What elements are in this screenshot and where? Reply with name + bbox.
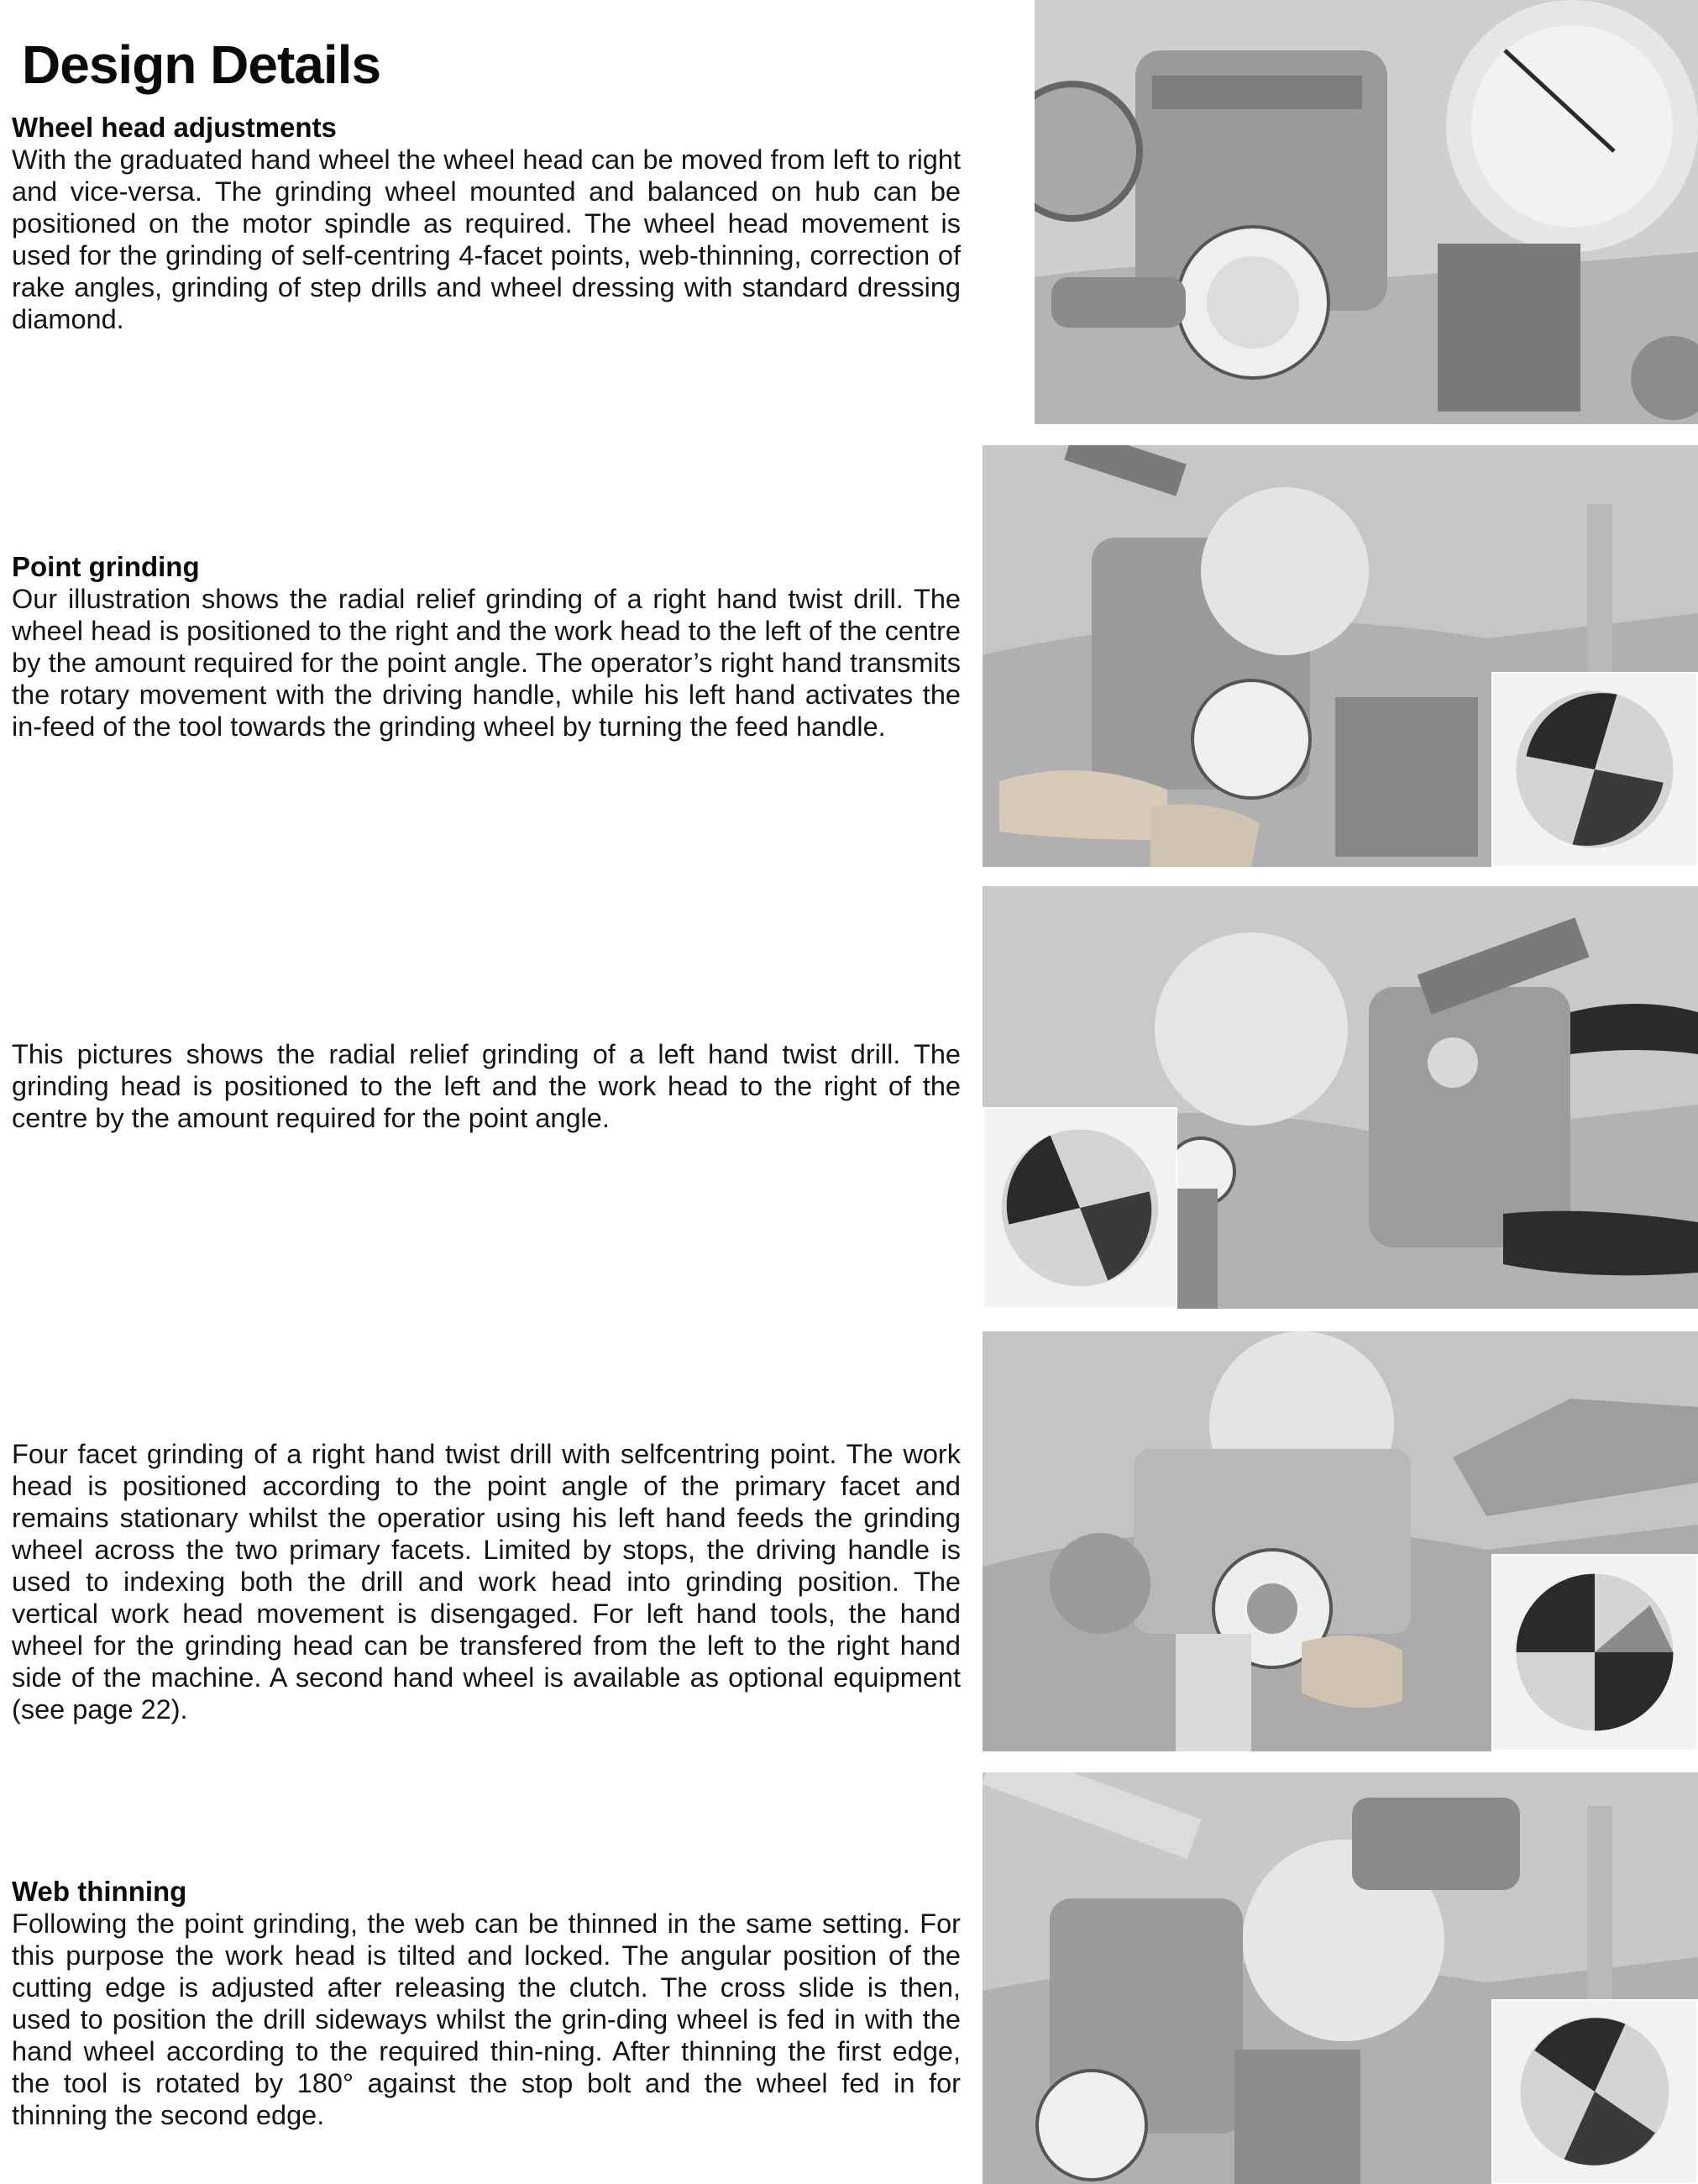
- section-point-grinding: [12, 551, 961, 743]
- section-heading: Web thinning: [12, 1876, 187, 1907]
- drill-point-inset: [1491, 1554, 1698, 1751]
- drill-point-inset: [1491, 672, 1698, 867]
- section-heading: Point grinding: [12, 551, 200, 582]
- section-body: With the graduated hand wheel the wheel head can be moved from left to right and vice-versa. The grinding wheel mounted and balanced on hub can be positioned on the motor spindle as required. The wheel head movement is used for the grinding of self-centring 4-facet points, web-thinning, correction of rake angles, grinding of step drills and wheel dressing with standard dressing diamond.: [12, 144, 961, 334]
- section-four-facet-grinding: [12, 1438, 961, 1725]
- section-body: This pictures shows the radial relief grinding of a left hand twist drill. The grinding head is positioned to the left and the work head to the right of the centre by the amount required for the point angle.: [12, 1039, 961, 1133]
- drill-point-inset: [983, 1107, 1177, 1309]
- section-body: Our illustration shows the radial relief grinding of a right hand twist drill. The wheel head is positioned to the right and the work head to the left of the centre by the amount required for the point angle. The operator’s right hand transmits the rotary movement with the driving handle, while his left hand activates the in-feed of the tool towards the grinding wheel by turning the feed handle.: [12, 584, 961, 742]
- section-body: Following the point grinding, the web can be thinned in the same setting. For this purpose the work head is tilted and locked. The angular position of the cutting edge is adjusted after releasing the clutch. The cross slide is then, used to position the drill sideways whilst the grin-ding wheel is fed in with the hand wheel according to the required thin-ning. After thinning the first edge, the tool is rotated by 180° against the stop bolt and the wheel fed in for thinning the second edge.: [12, 1908, 961, 2130]
- wheel-head-adjustment-photo: [1035, 0, 1698, 424]
- drill-point-inset: [1491, 1999, 1698, 2184]
- section-left-hand-drill: [12, 1038, 961, 1134]
- section-wheel-head-adjustments: [12, 112, 961, 335]
- section-web-thinning: [12, 1876, 961, 2131]
- section-body: Four facet grinding of a right hand twist drill with selfcentring point. The work head is positioned according to the point angle of the primary facet and remains stationary whilst the operatior using his left hand feeds the grinding wheel across the two primary facets. Limited by stops, the driving handle is used to indexing both the drill and work head into grinding position. The vertical work head movement is disengaged. For left hand tools, the hand wheel for the grinding head can be transfered from the left to the right hand side of the machine. A second hand wheel is available as optional equipment (see page 22).: [12, 1439, 961, 1725]
- page-title: Design Details: [22, 34, 381, 95]
- section-heading: Wheel head adjustments: [12, 112, 337, 143]
